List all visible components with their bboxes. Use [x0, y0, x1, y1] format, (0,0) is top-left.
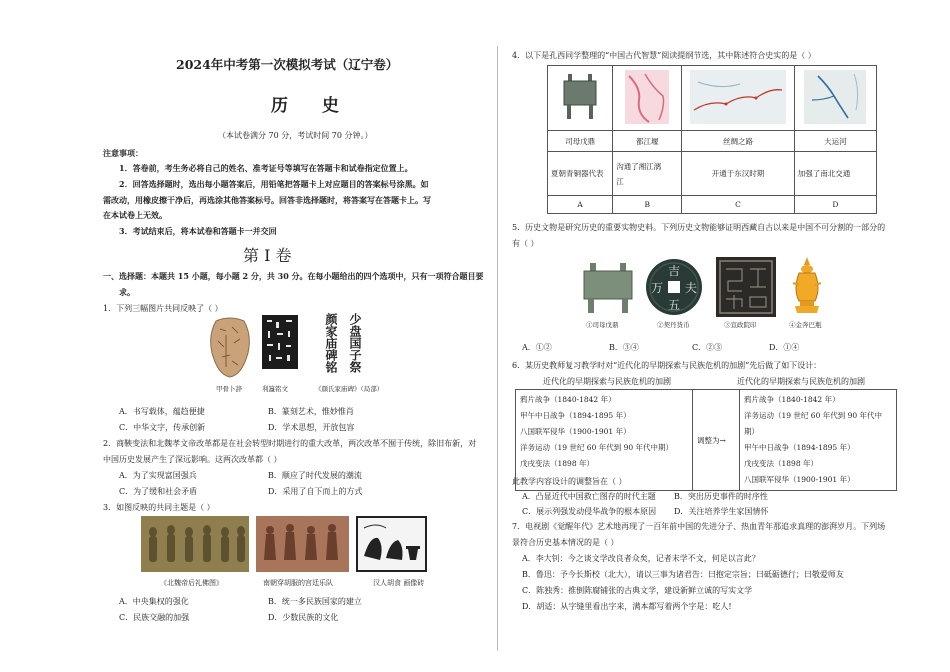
q6-item: 戊戌变法（1898 年） [520, 459, 594, 468]
question-stem: 景符合历史基本情况的是（ ） [512, 538, 619, 547]
q4-desc-text: 夏朝青铜器代表 [551, 169, 604, 178]
q6-item: 戊戌变法（1898 年） [744, 459, 818, 468]
option-a[interactable]: A．中央集权的强化 [119, 597, 189, 606]
silk-road-map-image [690, 70, 786, 124]
option-a[interactable]: A．①② [522, 343, 552, 352]
q4-desc [613, 152, 682, 196]
question-stem: 5．历史文物是研究历史的重要实物史料。下列历史文物能够证明西藏自古以来是中国不可分割的一部分的 [512, 223, 886, 232]
image-caption: 《颜氏家庙碑》（局部） [315, 385, 384, 393]
image-caption: 汉人胡食 画像砖 [373, 579, 425, 587]
q4-name: 丝绸之路 [682, 131, 794, 152]
option-c[interactable]: C．展示列强发动侵华战争的根本原因 [522, 507, 657, 516]
subject-title: 历 史 [271, 96, 353, 116]
option-d[interactable]: D．胡适：从字缝里看出字来，满本都写着两个字是：吃人! [522, 602, 732, 611]
simuwu-ding-image [580, 259, 636, 315]
image-caption: 利簋铭文 [262, 385, 288, 393]
southern-dynasty-band-image [256, 516, 349, 572]
option-c[interactable]: C．为了缓和社会矛盾 [119, 487, 198, 496]
volume-heading: 第 I 卷 [243, 246, 292, 265]
q6-arrow-cell [693, 390, 740, 491]
q4-desc-text: 加强了南北交通 [797, 169, 851, 178]
question-stem: 3．如图反映的共同主题是（ ） [103, 503, 215, 512]
option-b[interactable]: B．篆刻艺术，惟妙惟肖 [268, 407, 354, 416]
option-d[interactable]: D．学术思想，开放包容 [268, 423, 355, 432]
q4-desc-text: 江 [616, 176, 624, 186]
q4-image-cell [613, 66, 682, 131]
grand-canal-map-image [804, 70, 866, 124]
option-b[interactable]: B．顺应了时代发展的潮流 [268, 471, 362, 480]
notice-item: 2．回答选择题时，选出每小题答案后，用铅笔把答题卡上对应题目的答案标号涂黑。如 [119, 179, 429, 189]
option-b[interactable]: B．突出历史事件的时序性 [674, 492, 768, 501]
q4-desc [548, 152, 613, 196]
notice-item: 1．答卷前，考生务必将自己的姓名、准考证号等填写在答题卡和试卷指定位置上。 [119, 163, 413, 173]
exam-info: （本试卷满分 70 分，考试时间 70 分钟。） [218, 131, 373, 140]
bronze-ding-image [560, 72, 600, 122]
option-c[interactable]: C．中华文字，传承创新 [119, 423, 206, 432]
q4-desc-text: 开通于东汉时期 [711, 169, 765, 178]
question-stem: 此教学内容设计的调整旨在（ ） [512, 477, 627, 486]
q6-table-heading: 近代化的早期探索与民族危机的加剧 [737, 377, 865, 386]
coin-char: 五 [668, 298, 681, 312]
q4-desc [794, 152, 876, 196]
question-stem: 2．商鞅变法和北魏孝文帝改革都是在社会转型时期进行的重大改革，两次改革不囿于传统，除旧布新，对 [103, 439, 477, 448]
coin-char: 万 [651, 281, 664, 295]
question-stem: 7．电视剧《觉醒年代》艺术地再现了一百年前中国的先进分子、热血青年那追求真理的澎湃岁月。下列场 [512, 522, 886, 531]
calligraphy-column: 颜家庙碑铭 [324, 313, 338, 373]
section-instruction: 求。 [119, 287, 135, 297]
option-a[interactable]: A．书写载体，蕴趋便捷 [119, 407, 205, 416]
exam-title: 2024年中考第一次模拟考试（辽宁卷） [176, 57, 399, 72]
calligraphy-column: 少盘国子祭 [348, 313, 362, 373]
image-caption: 甲骨卜辞 [216, 385, 242, 393]
q4-option[interactable]: C [682, 196, 794, 214]
option-c[interactable]: C．陈独秀：推倒陈腐铺张的古典文学，建设新鲜立诚的写实文学 [522, 586, 753, 595]
yan-temple-calligraphy-image [309, 313, 363, 379]
image-caption: ④金奔巴瓶 [789, 321, 822, 329]
q4-image-cell [682, 66, 794, 131]
option-a[interactable]: A．为了实现富国强兵 [119, 471, 197, 480]
option-c[interactable]: C．民族交融的加强 [119, 613, 190, 622]
option-b[interactable]: B．统一多民族国家的建立 [268, 597, 362, 606]
image-caption: ③宣政院印 [724, 321, 757, 329]
question-stem: 1．下列三幅图片共同反映了（ ） [103, 304, 223, 313]
notice-item: 需改动，用橡皮擦干净后，再选涂其他答案标号。回答非选择题时，将答案写在答题卡上。写 [103, 195, 431, 205]
image-caption: ①司母戊鼎 [586, 321, 619, 329]
notice-item: 在本试卷上无效。 [103, 210, 167, 220]
dujiangyan-map-image [625, 70, 669, 124]
option-a[interactable]: A．凸显近代中国救亡图存的时代主题 [522, 492, 656, 501]
xuanzheng-seal-image [716, 257, 776, 317]
question-stem: 中国历史发展产生了深远影响。这两次改革都（ ） [103, 455, 282, 464]
q6-item: 甲午中日战争（1894-1895 年） [520, 411, 631, 420]
coin-char: 夫 [685, 281, 698, 295]
question-stem: 有（ ） [512, 239, 539, 248]
q6-item: 洋务运动（19 世纪 60 年代到 90 年代中期） [520, 443, 674, 452]
q6-item: 八国联军侵华（1900-1901 年） [744, 475, 855, 484]
question-stem: 4．以下是孔西同学整理的“中国古代智慧”阅读提纲节选，其中陈述符合史实的是（ ） [512, 51, 816, 60]
q4-name: 都江堰 [613, 131, 682, 152]
option-d[interactable]: D．①④ [769, 343, 800, 352]
northern-wei-relief-image [141, 516, 249, 572]
q4-name: 大运河 [794, 131, 876, 152]
q4-name: 司母戊鼎 [548, 131, 613, 152]
image-caption: 南朝穿胡服的宫廷乐队 [263, 579, 333, 587]
golden-bumpa-image [787, 255, 827, 317]
q4-image-cell [548, 66, 613, 131]
q4-desc [682, 152, 794, 196]
option-a[interactable]: A．李大钊：今之谈文学改良者众矣，记者末学不文，何足以言此？ [522, 554, 760, 563]
q6-item: 鸦片战争（1840-1842 年） [520, 395, 616, 404]
question-stem: 6．某历史教师复习教学时对“近代化的早期探索与民族危机的加剧”先后做了如下设计： [512, 361, 822, 370]
q6-item: 八国联军侵华（1900-1901 年） [520, 427, 631, 436]
option-d[interactable]: D．少数民族的文化 [268, 613, 339, 622]
image-caption: ②契丹货币 [657, 321, 690, 329]
column-divider [497, 46, 498, 651]
coin-char: 吉 [668, 264, 681, 278]
option-d[interactable]: D．采用了自下而上的方式 [268, 487, 363, 496]
q6-item: 甲午中日战争（1894-1895 年） [744, 443, 855, 452]
section-instruction: 一、选择题：本题共 15 小题，每小题 2 分，共 30 分。在每小题给出的四个选项中，只有一项符合题目要 [103, 271, 484, 281]
q6-right-cell [740, 390, 897, 491]
ligui-inscription-image [262, 315, 298, 369]
q4-table [547, 65, 877, 214]
q6-item: 洋务运动（19 世纪 60 年代到 90 年代中期） [744, 411, 883, 436]
q6-table-heading: 近代化的早期探索与民族危机的加剧 [543, 377, 671, 386]
q6-arrow-label: 调整为→ [697, 435, 726, 445]
q4-desc-text: 沟通了湘江漓 [616, 161, 662, 171]
notice-item: 3．考试结束后，将本试卷和答题卡一并交回 [119, 226, 277, 236]
option-b[interactable]: B．③④ [609, 343, 639, 352]
option-c[interactable]: C．②③ [692, 343, 723, 352]
notice-heading: 注意事项： [103, 148, 143, 158]
q4-option[interactable]: B [613, 196, 682, 214]
q4-option[interactable]: D [794, 196, 876, 214]
oracle-bone-image [208, 317, 252, 379]
q6-item: 鸦片战争（1840-1842 年） [744, 395, 840, 404]
image-caption: 《北魏帝后礼佛图》 [160, 579, 223, 587]
q4-image-cell [794, 66, 876, 131]
option-d[interactable]: D．关注培养学生家国情怀 [674, 507, 769, 516]
han-brick-image [356, 516, 427, 572]
option-b[interactable]: B．鲁迅：予今长斯校（北大），请以三事为诸君告：曰抱定宗旨；曰砥砺德行；曰敬爱师友 [522, 570, 844, 579]
khitan-coin-image [645, 258, 703, 316]
q4-option[interactable]: A [548, 196, 613, 214]
